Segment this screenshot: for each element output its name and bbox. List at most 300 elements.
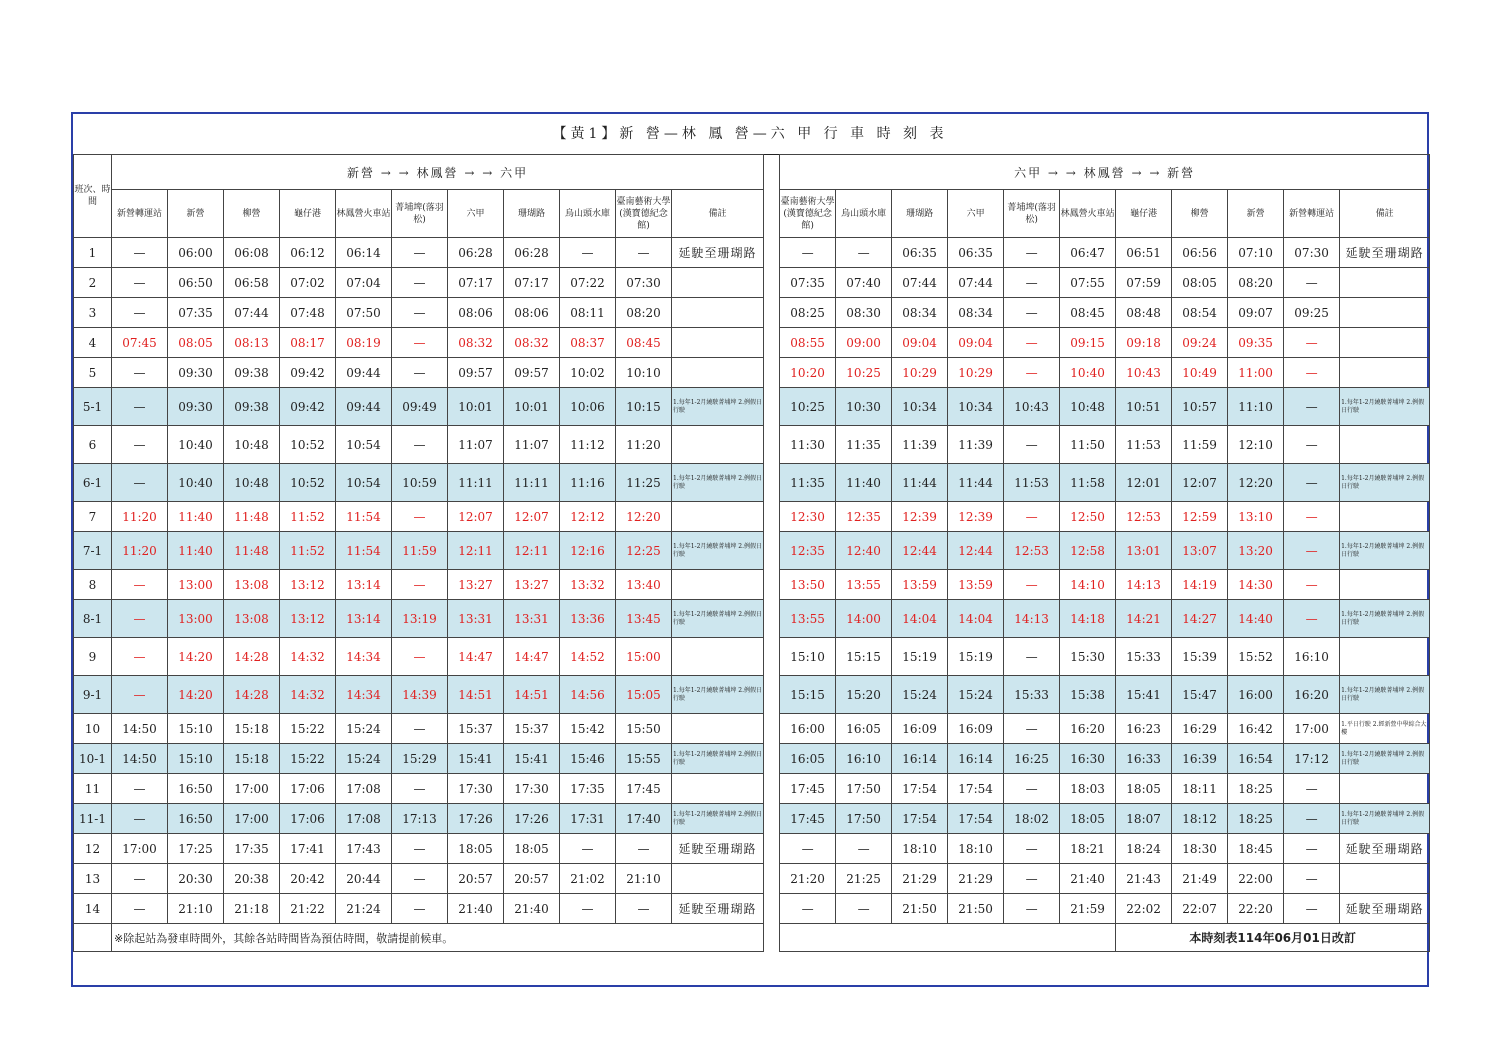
outbound-time-cell: 10:59	[392, 464, 448, 502]
outbound-time-cell: 15:18	[224, 714, 280, 744]
outbound-remark	[672, 714, 764, 744]
outbound-station-header: 新營轉運站	[112, 190, 168, 238]
outbound-time-cell: —	[112, 804, 168, 834]
outbound-time-cell: —	[392, 714, 448, 744]
inbound-time-cell: 13:10	[1228, 502, 1284, 532]
outbound-time-cell: 14:51	[504, 676, 560, 714]
inbound-time-cell: 07:59	[1116, 268, 1172, 298]
trip-number: 4	[74, 328, 112, 358]
column-gap	[764, 714, 780, 744]
outbound-time-cell: —	[392, 426, 448, 464]
inbound-time-cell: 08:45	[1060, 298, 1116, 328]
table-row	[74, 834, 1430, 864]
outbound-time-cell: 11:54	[336, 502, 392, 532]
inbound-time-cell: —	[1004, 864, 1060, 894]
inbound-time-cell: 11:39	[948, 426, 1004, 464]
outbound-time-cell: 13:14	[336, 600, 392, 638]
inbound-time-cell: 16:09	[892, 714, 948, 744]
outbound-time-cell: 06:28	[504, 238, 560, 268]
trip-number: 10	[74, 714, 112, 744]
inbound-time-cell: 13:01	[1116, 532, 1172, 570]
inbound-time-cell: 11:59	[1172, 426, 1228, 464]
footer-spacer	[74, 924, 112, 952]
inbound-time-cell: 13:55	[836, 570, 892, 600]
outbound-time-cell: —	[112, 464, 168, 502]
outbound-time-cell: —	[392, 638, 448, 676]
inbound-time-cell: 10:43	[1004, 388, 1060, 426]
outbound-time-cell: 13:32	[560, 570, 616, 600]
outbound-time-cell: —	[560, 238, 616, 268]
outbound-time-cell: 10:48	[224, 464, 280, 502]
inbound-time-cell: 16:39	[1172, 744, 1228, 774]
outbound-time-cell: 17:43	[336, 834, 392, 864]
trip-number: 11-1	[74, 804, 112, 834]
outbound-time-cell: 14:56	[560, 676, 616, 714]
outbound-time-cell: 15:24	[336, 714, 392, 744]
inbound-time-cell: 15:33	[1116, 638, 1172, 676]
inbound-time-cell: 17:54	[948, 804, 1004, 834]
inbound-time-cell: —	[1004, 894, 1060, 924]
inbound-time-cell: 17:54	[892, 804, 948, 834]
outbound-time-cell: 17:00	[224, 774, 280, 804]
outbound-time-cell: 07:35	[168, 298, 224, 328]
outbound-remark: 1.每年1-2月繞駛菁埔埤 2.例假日行駛	[672, 804, 764, 834]
outbound-time-cell: 15:00	[616, 638, 672, 676]
outbound-time-cell: —	[392, 238, 448, 268]
inbound-time-cell: 16:05	[836, 714, 892, 744]
inbound-time-cell: 17:50	[836, 804, 892, 834]
inbound-time-cell: 18:10	[892, 834, 948, 864]
inbound-remark	[1340, 774, 1430, 804]
column-gap	[764, 155, 780, 238]
inbound-time-cell: 06:56	[1172, 238, 1228, 268]
inbound-remark	[1340, 638, 1430, 676]
outbound-time-cell: 15:42	[560, 714, 616, 744]
trip-number: 3	[74, 298, 112, 328]
outbound-time-cell: 12:07	[448, 502, 504, 532]
outbound-time-cell: 07:30	[616, 268, 672, 298]
inbound-time-cell: 18:12	[1172, 804, 1228, 834]
outbound-time-cell: —	[112, 268, 168, 298]
outbound-time-cell: 09:44	[336, 388, 392, 426]
outbound-remark	[672, 570, 764, 600]
outbound-time-cell: 13:12	[280, 570, 336, 600]
inbound-time-cell: 18:10	[948, 834, 1004, 864]
inbound-time-cell: 11:10	[1228, 388, 1284, 426]
inbound-time-cell: 12:10	[1228, 426, 1284, 464]
inbound-station-header: 烏山頭水庫	[836, 190, 892, 238]
outbound-time-cell: 08:06	[504, 298, 560, 328]
outbound-time-cell: 17:25	[168, 834, 224, 864]
inbound-time-cell: —	[836, 238, 892, 268]
column-gap	[764, 744, 780, 774]
outbound-time-cell: —	[112, 676, 168, 714]
column-gap	[764, 600, 780, 638]
inbound-time-cell: 10:25	[836, 358, 892, 388]
outbound-time-cell: 20:44	[336, 864, 392, 894]
inbound-time-cell: 11:39	[892, 426, 948, 464]
outbound-time-cell: —	[392, 774, 448, 804]
outbound-time-cell: 07:22	[560, 268, 616, 298]
inbound-time-cell: —	[1284, 834, 1340, 864]
inbound-time-cell: 12:59	[1172, 502, 1228, 532]
outbound-time-cell: 13:31	[504, 600, 560, 638]
inbound-time-cell: 17:54	[892, 774, 948, 804]
outbound-time-cell: 12:11	[448, 532, 504, 570]
inbound-remark	[1340, 358, 1430, 388]
inbound-remark: 1.每年1-2月繞駛菁埔埤 2.例假日行駛	[1340, 600, 1430, 638]
inbound-time-cell: 07:44	[948, 268, 1004, 298]
inbound-time-cell: 21:43	[1116, 864, 1172, 894]
table-row	[74, 600, 1430, 638]
inbound-remark: 1.每年1-2月繞駛菁埔埤 2.例假日行駛	[1340, 804, 1430, 834]
outbound-time-cell: 14:20	[168, 638, 224, 676]
inbound-remark: 延駛至珊瑚路	[1340, 894, 1430, 924]
inbound-time-cell: 16:14	[892, 744, 948, 774]
inbound-time-cell: 21:29	[892, 864, 948, 894]
outbound-remark: 1.每年1-2月繞駛菁埔埤 2.例假日行駛	[672, 676, 764, 714]
outbound-time-cell: 10:01	[448, 388, 504, 426]
outbound-time-cell: 08:32	[448, 328, 504, 358]
inbound-time-cell: —	[1004, 358, 1060, 388]
table-row	[74, 638, 1430, 676]
inbound-time-cell: 11:53	[1116, 426, 1172, 464]
inbound-time-cell: 11:50	[1060, 426, 1116, 464]
inbound-time-cell: 11:35	[780, 464, 836, 502]
inbound-time-cell: —	[1284, 532, 1340, 570]
column-gap	[764, 268, 780, 298]
outbound-time-cell: 17:26	[448, 804, 504, 834]
outbound-time-cell: —	[112, 388, 168, 426]
outbound-station-header: 柳營	[224, 190, 280, 238]
inbound-time-cell: 06:35	[892, 238, 948, 268]
inbound-time-cell: 08:34	[892, 298, 948, 328]
inbound-time-cell: 15:24	[948, 676, 1004, 714]
table-row	[74, 894, 1430, 924]
inbound-time-cell: 22:07	[1172, 894, 1228, 924]
inbound-station-header: 新營	[1228, 190, 1284, 238]
column-gap	[764, 502, 780, 532]
outbound-time-cell: 08:45	[616, 328, 672, 358]
inbound-time-cell: 14:13	[1004, 600, 1060, 638]
trip-number: 1	[74, 238, 112, 268]
column-gap	[764, 774, 780, 804]
inbound-time-cell: 09:25	[1284, 298, 1340, 328]
inbound-time-cell: —	[1284, 464, 1340, 502]
inbound-time-cell: 10:43	[1116, 358, 1172, 388]
inbound-time-cell: —	[1284, 268, 1340, 298]
inbound-time-cell: 18:07	[1116, 804, 1172, 834]
outbound-time-cell: 15:29	[392, 744, 448, 774]
outbound-time-cell: 13:08	[224, 600, 280, 638]
inbound-time-cell: 18:45	[1228, 834, 1284, 864]
inbound-time-cell: 16:00	[780, 714, 836, 744]
inbound-time-cell: 12:58	[1060, 532, 1116, 570]
outbound-time-cell: 14:20	[168, 676, 224, 714]
inbound-time-cell: 09:15	[1060, 328, 1116, 358]
table-row	[74, 426, 1430, 464]
inbound-time-cell: 16:29	[1172, 714, 1228, 744]
outbound-time-cell: —	[112, 600, 168, 638]
inbound-time-cell: —	[780, 894, 836, 924]
inbound-time-cell: 15:15	[780, 676, 836, 714]
outbound-time-cell: 17:30	[504, 774, 560, 804]
trip-number: 6	[74, 426, 112, 464]
outbound-time-cell: 16:50	[168, 804, 224, 834]
outbound-remark	[672, 426, 764, 464]
outbound-time-cell: 20:57	[504, 864, 560, 894]
outbound-time-cell: 15:37	[448, 714, 504, 744]
inbound-time-cell: 14:21	[1116, 600, 1172, 638]
outbound-time-cell: 12:11	[504, 532, 560, 570]
inbound-time-cell: 14:04	[948, 600, 1004, 638]
inbound-time-cell: 18:21	[1060, 834, 1116, 864]
outbound-time-cell: 15:55	[616, 744, 672, 774]
table-row	[74, 804, 1430, 834]
inbound-time-cell: 16:54	[1228, 744, 1284, 774]
outbound-station-header: 烏山頭水庫	[560, 190, 616, 238]
outbound-time-cell: 11:52	[280, 502, 336, 532]
trip-number: 8-1	[74, 600, 112, 638]
inbound-time-cell: 10:40	[1060, 358, 1116, 388]
inbound-time-cell: 12:30	[780, 502, 836, 532]
inbound-time-cell: 07:10	[1228, 238, 1284, 268]
inbound-time-cell: —	[1004, 570, 1060, 600]
inbound-time-cell: 15:20	[836, 676, 892, 714]
inbound-remark	[1340, 328, 1430, 358]
inbound-time-cell: 14:04	[892, 600, 948, 638]
inbound-station-header: 臺南藝術大學(漢寶德紀念館)	[780, 190, 836, 238]
outbound-time-cell: —	[616, 894, 672, 924]
outbound-time-cell: —	[392, 894, 448, 924]
inbound-time-cell: 15:10	[780, 638, 836, 676]
outbound-time-cell: —	[112, 358, 168, 388]
inbound-time-cell: 16:00	[1228, 676, 1284, 714]
outbound-time-cell: 17:26	[504, 804, 560, 834]
inbound-time-cell: 12:07	[1172, 464, 1228, 502]
inbound-time-cell: 17:45	[780, 804, 836, 834]
outbound-time-cell: 11:52	[280, 532, 336, 570]
outbound-time-cell: 17:00	[224, 804, 280, 834]
outbound-time-cell: 17:08	[336, 774, 392, 804]
inbound-time-cell: 18:25	[1228, 774, 1284, 804]
inbound-time-cell: 11:35	[836, 426, 892, 464]
table-row	[74, 774, 1430, 804]
inbound-time-cell: 17:54	[948, 774, 1004, 804]
inbound-time-cell: —	[780, 238, 836, 268]
inbound-time-cell: 08:20	[1228, 268, 1284, 298]
outbound-time-cell: 18:05	[504, 834, 560, 864]
inbound-time-cell: 15:52	[1228, 638, 1284, 676]
outbound-time-cell: 15:10	[168, 744, 224, 774]
footer-spacer	[780, 924, 1116, 952]
inbound-time-cell: 16:25	[1004, 744, 1060, 774]
column-gap	[764, 924, 780, 952]
inbound-time-cell: 15:30	[1060, 638, 1116, 676]
table-row	[74, 502, 1430, 532]
inbound-time-cell: 21:59	[1060, 894, 1116, 924]
inbound-station-header: 林鳳營火車站	[1060, 190, 1116, 238]
inbound-time-cell: 16:09	[948, 714, 1004, 744]
outbound-time-cell: 15:24	[336, 744, 392, 774]
outbound-time-cell: 15:18	[224, 744, 280, 774]
outbound-time-cell: 20:30	[168, 864, 224, 894]
outbound-remark: 1.每年1-2月繞駛菁埔埤 2.例假日行駛	[672, 532, 764, 570]
outbound-remark: 1.每年1-2月繞駛菁埔埤 2.例假日行駛	[672, 600, 764, 638]
inbound-time-cell: 14:00	[836, 600, 892, 638]
outbound-time-cell: 08:13	[224, 328, 280, 358]
inbound-time-cell: 10:51	[1116, 388, 1172, 426]
inbound-time-cell: 12:40	[836, 532, 892, 570]
outbound-time-cell: 21:40	[504, 894, 560, 924]
column-gap	[764, 638, 780, 676]
outbound-station-header: 六甲	[448, 190, 504, 238]
outbound-time-cell: —	[392, 298, 448, 328]
outbound-time-cell: —	[112, 638, 168, 676]
table-row	[74, 358, 1430, 388]
column-gap	[764, 464, 780, 502]
inbound-time-cell: 12:01	[1116, 464, 1172, 502]
outbound-time-cell: 10:40	[168, 426, 224, 464]
outbound-time-cell: 21:10	[616, 864, 672, 894]
inbound-time-cell: 09:07	[1228, 298, 1284, 328]
outbound-time-cell: 08:19	[336, 328, 392, 358]
footer-note: ※除起站為發車時間外，其餘各站時間皆為預估時間，敬請提前候車。	[112, 924, 764, 952]
outbound-time-cell: —	[112, 570, 168, 600]
trip-number: 11	[74, 774, 112, 804]
inbound-time-cell: 17:12	[1284, 744, 1340, 774]
revision-date: 本時刻表114年06月01日改訂	[1116, 924, 1430, 952]
column-gap	[764, 804, 780, 834]
outbound-time-cell: 14:32	[280, 638, 336, 676]
inbound-time-cell: 18:30	[1172, 834, 1228, 864]
timetable	[73, 154, 1430, 952]
inbound-time-cell: 21:50	[948, 894, 1004, 924]
inbound-remark	[1340, 426, 1430, 464]
inbound-time-cell: —	[836, 834, 892, 864]
outbound-time-cell: 10:01	[504, 388, 560, 426]
inbound-time-cell: —	[1284, 804, 1340, 834]
outbound-time-cell: 13:27	[448, 570, 504, 600]
table-row	[74, 864, 1430, 894]
outbound-time-cell: 09:38	[224, 358, 280, 388]
inbound-time-cell: 07:55	[1060, 268, 1116, 298]
outbound-time-cell: 15:41	[448, 744, 504, 774]
outbound-time-cell: 07:17	[504, 268, 560, 298]
outbound-remark	[672, 502, 764, 532]
trip-number: 12	[74, 834, 112, 864]
outbound-time-cell: 13:00	[168, 570, 224, 600]
outbound-time-cell: 14:50	[112, 744, 168, 774]
trip-number: 5-1	[74, 388, 112, 426]
outbound-time-cell: —	[392, 502, 448, 532]
inbound-time-cell: 11:58	[1060, 464, 1116, 502]
inbound-time-cell: 06:47	[1060, 238, 1116, 268]
outbound-time-cell: —	[392, 570, 448, 600]
inbound-time-cell: 14:13	[1116, 570, 1172, 600]
timetable-sheet	[71, 112, 1429, 987]
outbound-remark: 1.每年1-2月繞駛菁埔埤 2.例假日行駛	[672, 464, 764, 502]
inbound-time-cell: 08:54	[1172, 298, 1228, 328]
outbound-time-cell: 14:50	[112, 714, 168, 744]
inbound-time-cell: 14:30	[1228, 570, 1284, 600]
outbound-time-cell: —	[560, 894, 616, 924]
inbound-time-cell: 15:33	[1004, 676, 1060, 714]
outbound-time-cell: 13:08	[224, 570, 280, 600]
inbound-station-header: 柳營	[1172, 190, 1228, 238]
outbound-time-cell: 15:10	[168, 714, 224, 744]
table-row	[74, 714, 1430, 744]
inbound-time-cell: 13:07	[1172, 532, 1228, 570]
outbound-time-cell: 17:06	[280, 804, 336, 834]
inbound-time-cell: 16:30	[1060, 744, 1116, 774]
outbound-remark	[672, 638, 764, 676]
inbound-time-cell: 21:40	[1060, 864, 1116, 894]
trip-number: 5	[74, 358, 112, 388]
outbound-time-cell: 11:59	[392, 532, 448, 570]
outbound-time-cell: 15:22	[280, 744, 336, 774]
outbound-time-cell: 13:36	[560, 600, 616, 638]
outbound-time-cell: 09:30	[168, 388, 224, 426]
outbound-time-cell: 14:28	[224, 638, 280, 676]
inbound-remark	[1340, 268, 1430, 298]
table-row	[74, 238, 1430, 268]
outbound-station-header: 備註	[672, 190, 764, 238]
outbound-time-cell: —	[112, 864, 168, 894]
outbound-time-cell: 13:00	[168, 600, 224, 638]
inbound-time-cell: 14:40	[1228, 600, 1284, 638]
inbound-time-cell: 17:45	[780, 774, 836, 804]
inbound-time-cell: 10:29	[948, 358, 1004, 388]
outbound-time-cell: 14:34	[336, 638, 392, 676]
outbound-time-cell: 10:15	[616, 388, 672, 426]
inbound-time-cell: 18:05	[1060, 804, 1116, 834]
inbound-time-cell: 11:40	[836, 464, 892, 502]
inbound-time-cell: 14:10	[1060, 570, 1116, 600]
outbound-time-cell: 10:06	[560, 388, 616, 426]
inbound-time-cell: 08:55	[780, 328, 836, 358]
outbound-time-cell: 10:48	[224, 426, 280, 464]
column-gap	[764, 238, 780, 268]
outbound-time-cell: 09:38	[224, 388, 280, 426]
inbound-time-cell: 08:48	[1116, 298, 1172, 328]
outbound-time-cell: 13:14	[336, 570, 392, 600]
outbound-time-cell: 21:40	[448, 894, 504, 924]
outbound-time-cell: —	[616, 834, 672, 864]
table-row	[74, 570, 1430, 600]
outbound-time-cell: 06:00	[168, 238, 224, 268]
outbound-time-cell: 06:14	[336, 238, 392, 268]
inbound-remark: 1.每年1-2月繞駛菁埔埤 2.例假日行駛	[1340, 532, 1430, 570]
inbound-time-cell: 10:48	[1060, 388, 1116, 426]
inbound-time-cell: 16:33	[1116, 744, 1172, 774]
outbound-time-cell: 17:35	[560, 774, 616, 804]
outbound-time-cell: 17:30	[448, 774, 504, 804]
inbound-time-cell: 16:05	[780, 744, 836, 774]
outbound-time-cell: —	[112, 774, 168, 804]
inbound-time-cell: —	[780, 834, 836, 864]
station-row	[74, 190, 1430, 238]
outbound-time-cell: 13:19	[392, 600, 448, 638]
inbound-time-cell: —	[1004, 714, 1060, 744]
table-row	[74, 532, 1430, 570]
inbound-time-cell: 11:44	[948, 464, 1004, 502]
outbound-time-cell: 15:41	[504, 744, 560, 774]
inbound-time-cell: 13:59	[892, 570, 948, 600]
outbound-time-cell: —	[392, 268, 448, 298]
outbound-time-cell: —	[112, 298, 168, 328]
inbound-time-cell: 09:04	[948, 328, 1004, 358]
